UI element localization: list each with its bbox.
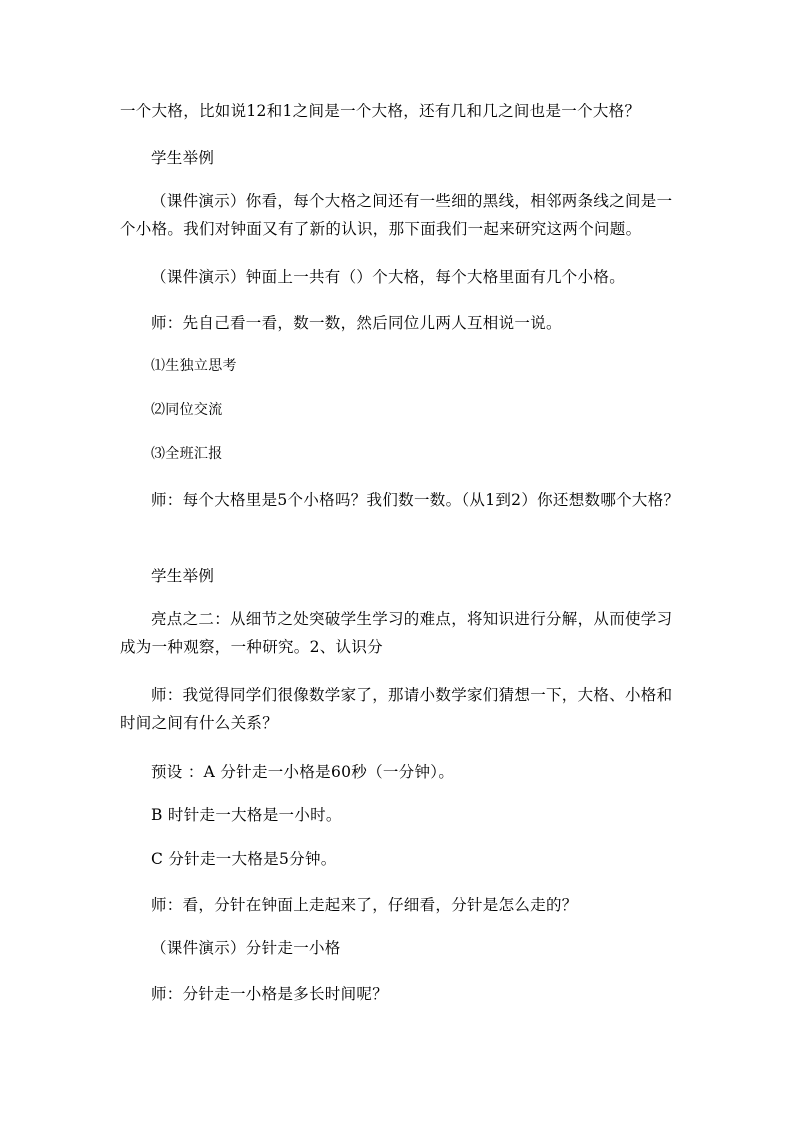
paragraph-1: 一个大格，比如说12和1之间是一个大格，还有几和几之间也是一个大格？ (120, 102, 641, 120)
paragraph-15: C 分针走一大格是5分钟。 (151, 850, 337, 868)
paragraph-14: B 时针走一大格是一小时。 (151, 806, 342, 824)
paragraph-17: （课件演示）分针走一小格 (151, 939, 341, 957)
paragraph-5: 师：先自己看一看，数一数，然后同位儿两人互相说一说。 (151, 314, 562, 332)
paragraph-12: 师：我觉得同学们很像数学家了，那请小数学家们猜想一下，大格、小格和时间之间有什么关系？ (120, 686, 673, 732)
paragraph-16: 师：看，分针在钟面上走起来了，仔细看，分针是怎么走的？ (151, 896, 578, 914)
paragraph-3: （课件演示）你看，每个大格之间还有一些细的黑线，相邻两条线之间是一个小格。我们对钟面又有了新的认识，那下面我们一起来研究这两个问题。 (120, 192, 673, 238)
paragraph-13: 预设 ：A 分针走一小格是60秒（一分钟）。 (151, 763, 455, 781)
paragraph-8: ⑶全班汇报 (151, 446, 223, 462)
paragraph-18: 师：分针走一小格是多长时间呢？ (151, 985, 389, 1003)
paragraph-7: ⑵同位交流 (151, 402, 223, 418)
paragraph-2: 学生举例 (151, 149, 215, 167)
paragraph-11: 亮点之二：从细节之处突破学生学习的难点，将知识进行分解，从而使学习成为一种观察，一种研究。2、认识分 (120, 610, 673, 656)
paragraph-9: 师：每个大格里是5个小格吗？我们数一数。（从1到2）你还想数哪个大格？ (151, 491, 680, 509)
paragraph-4: （课件演示）钟面上一共有（）个大格，每个大格里面有几个小格。 (151, 268, 626, 286)
paragraph-10: 学生举例 (151, 567, 215, 585)
paragraph-6: ⑴生独立思考 (151, 358, 237, 374)
